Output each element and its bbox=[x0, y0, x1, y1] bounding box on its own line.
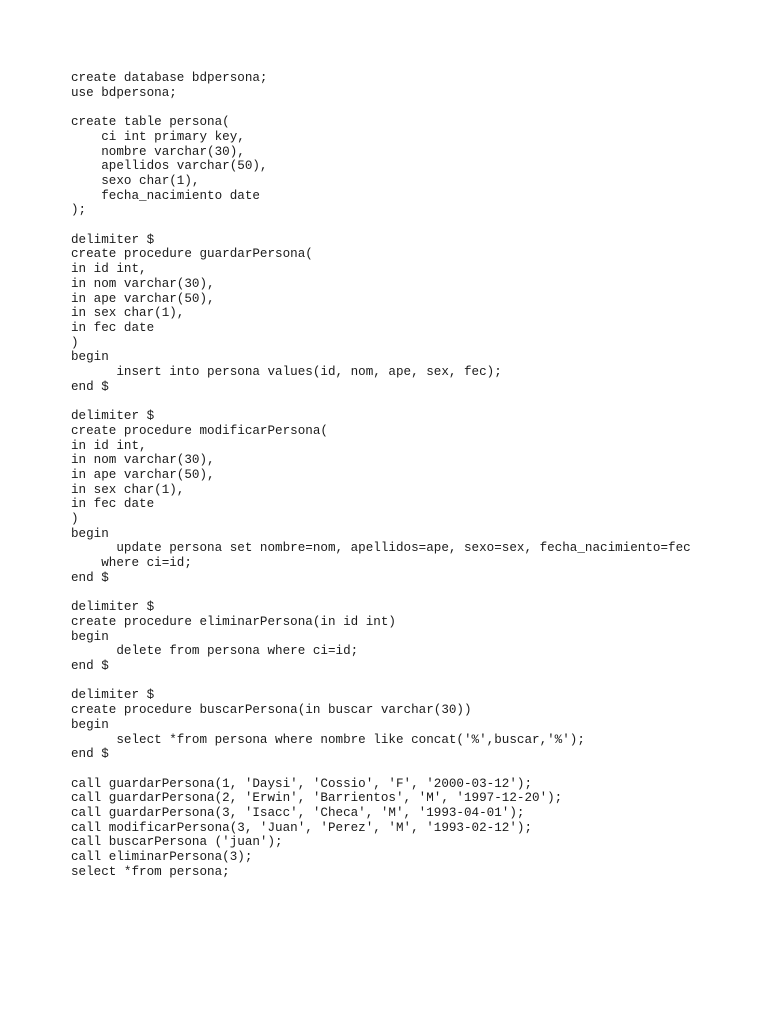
code-line: call guardarPersona(1, 'Daysi', 'Cossio', 'F', '2000-03-12'); bbox=[71, 776, 533, 791]
code-line: begin bbox=[71, 350, 109, 365]
code-line: select *from persona where nombre like concat('%',buscar,'%'); bbox=[71, 732, 585, 747]
code-line: delimiter $ bbox=[71, 232, 155, 247]
blank-line bbox=[71, 762, 691, 777]
code-line: in fec date bbox=[71, 320, 155, 335]
code-line: delete from persona where ci=id; bbox=[71, 644, 359, 659]
code-line: in nom varchar(30), bbox=[71, 276, 215, 291]
code-line: use bdpersona; bbox=[71, 85, 177, 100]
code-line: update persona set nombre=nom, apellidos=ape, sexo=sex, fecha_nacimiento=fec bbox=[71, 541, 691, 556]
code-line: begin bbox=[71, 629, 109, 644]
code-line: ci int primary key, bbox=[71, 129, 245, 144]
code-line: ) bbox=[71, 512, 79, 527]
code-line: fecha_nacimiento date bbox=[71, 188, 260, 203]
code-line: apellidos varchar(50), bbox=[71, 159, 268, 174]
code-line: delimiter $ bbox=[71, 600, 155, 615]
code-line: create procedure buscarPersona(in buscar varchar(30)) bbox=[71, 703, 472, 718]
code-line: in sex char(1), bbox=[71, 482, 185, 497]
code-line: call guardarPersona(2, 'Erwin', 'Barrientos', 'M', '1997-12-20'); bbox=[71, 791, 563, 806]
code-line: in fec date bbox=[71, 497, 155, 512]
code-line: in id int, bbox=[71, 438, 147, 453]
blank-line bbox=[71, 100, 691, 115]
code-line: in id int, bbox=[71, 262, 147, 277]
code-line: in nom varchar(30), bbox=[71, 453, 215, 468]
code-line: call modificarPersona(3, 'Juan', 'Perez', 'M', '1993-02-12'); bbox=[71, 820, 533, 835]
code-line: where ci=id; bbox=[71, 556, 192, 571]
code-line: create procedure eliminarPersona(in id int) bbox=[71, 614, 396, 629]
code-line: call guardarPersona(3, 'Isacc', 'Checa', 'M', '1993-04-01'); bbox=[71, 806, 525, 821]
blank-line bbox=[71, 394, 691, 409]
code-line: select *from persona; bbox=[71, 864, 230, 879]
blank-line bbox=[71, 674, 691, 689]
blank-line bbox=[71, 586, 691, 601]
code-line: sexo char(1), bbox=[71, 173, 200, 188]
code-line: begin bbox=[71, 526, 109, 541]
code-line: create procedure guardarPersona( bbox=[71, 247, 313, 262]
code-line: in ape varchar(50), bbox=[71, 291, 215, 306]
code-line: create procedure modificarPersona( bbox=[71, 423, 328, 438]
code-line: ) bbox=[71, 335, 79, 350]
code-line: call eliminarPersona(3); bbox=[71, 850, 253, 865]
code-line: in sex char(1), bbox=[71, 306, 185, 321]
code-line: delimiter $ bbox=[71, 688, 155, 703]
code-line: create database bdpersona; bbox=[71, 71, 268, 85]
blank-line bbox=[71, 218, 691, 233]
code-line: end $ bbox=[71, 570, 109, 585]
code-line: nombre varchar(30), bbox=[71, 144, 245, 159]
code-line: begin bbox=[71, 717, 109, 732]
code-line: end $ bbox=[71, 747, 109, 762]
code-line: create table persona( bbox=[71, 115, 230, 130]
code-line: ); bbox=[71, 203, 87, 218]
code-line: end $ bbox=[71, 379, 109, 394]
code-line: delimiter $ bbox=[71, 409, 155, 424]
code-line: in ape varchar(50), bbox=[71, 467, 215, 482]
sql-code-block bbox=[71, 71, 691, 880]
code-line: end $ bbox=[71, 659, 109, 674]
code-line: call buscarPersona ('juan'); bbox=[71, 835, 283, 850]
code-line: insert into persona values(id, nom, ape, sex, fec); bbox=[71, 365, 502, 380]
